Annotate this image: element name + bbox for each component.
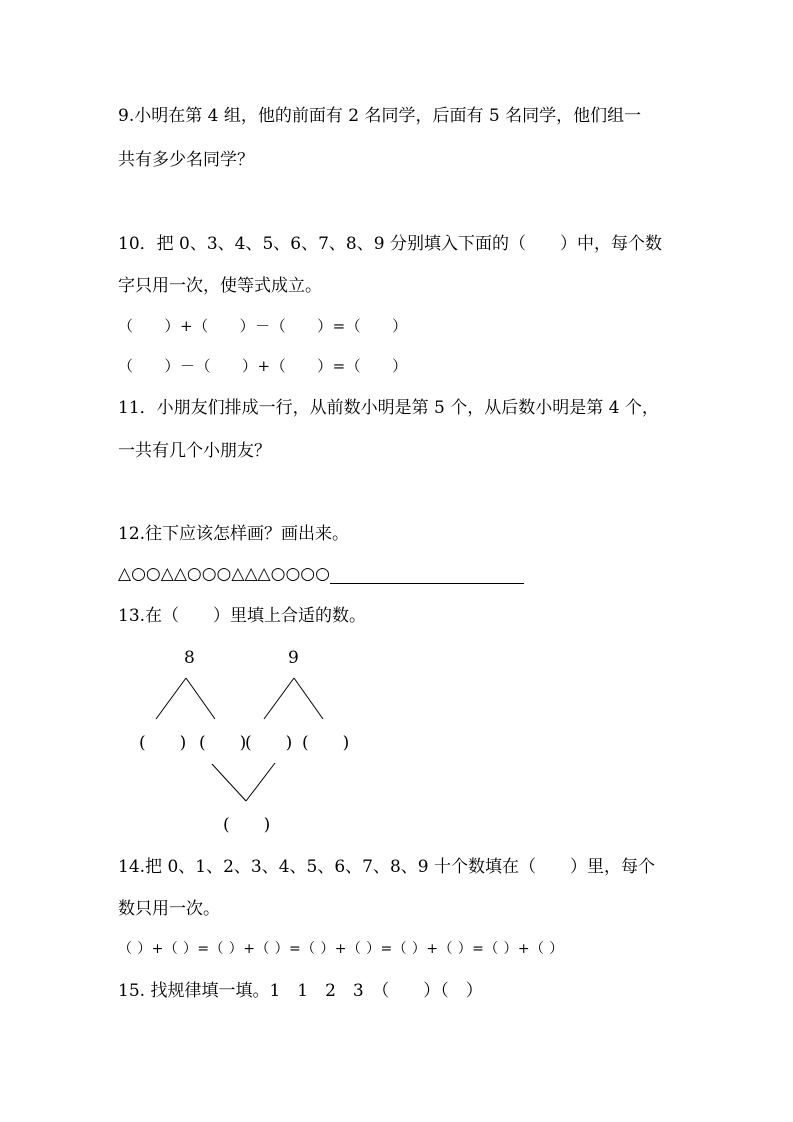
problem-11-line-2: 一共有几个小朋友？ (118, 441, 271, 461)
bond-line-8-right (186, 678, 215, 719)
problem-10-equation-1: （ ）+（ ）－（ ）=（ ） (118, 317, 408, 335)
problem-12-line-1: 12.往下应该怎样画？画出来。 (118, 524, 350, 544)
problem-9-line-2: 共有多少名同学？ (118, 150, 254, 170)
problem-10-line-2: 字只用一次，使等式成立。 (118, 276, 322, 296)
bond-line-bottom-left (212, 764, 246, 801)
problem-9-line-1: 9.小明在第 4 组，他的前面有 2 名同学，后面有 5 名同学，他们组一 (118, 106, 642, 126)
problem-14-equation: （ ）+（ ）=（ ）+（ ）=（ ）+（ ）=（ ）+（ ）=（ ）+（ ） (118, 941, 564, 957)
problem-10-equation-2: （ ）－（ ）+（ ）=（ ） (118, 357, 408, 375)
bond-blank-4[interactable]: ( ) (302, 733, 350, 753)
bond-blank-2[interactable]: ( ) (199, 733, 247, 753)
problem-14-line-1: 14.把 0、1、2、3、4、5、6、7、8、9 十个数填在（ ）里，每个 (118, 857, 656, 877)
problem-15-line-1: 15. 找规律填一填。1 1 2 3 （ ）（ ） (118, 981, 483, 1001)
bond-line-9-right (294, 678, 323, 719)
problem-13-line-1: 13.在（ ）里填上合适的数。 (118, 606, 367, 626)
shape-pattern: △○○△△○○○△△△○○○○ (118, 564, 330, 584)
bond-line-bottom-right (246, 763, 275, 801)
problem-14-line-2: 数只用一次。 (118, 899, 220, 919)
problem-11-line-1: 11．小朋友们排成一行，从前数小明是第 5 个，从后数小明是第 4 个， (118, 398, 659, 418)
bond-line-9-left (264, 678, 294, 719)
bond-bottom-blank[interactable]: ( ) (223, 815, 271, 835)
bond-line-8-left (156, 678, 186, 719)
bond-blank-3[interactable]: ( ) (245, 733, 293, 753)
bond-blank-1[interactable]: ( ) (139, 733, 187, 753)
bond-top-number-9: 9 (288, 648, 299, 668)
problem-10-line-1: 10．把 0、3、4、5、6、7、8、9 分别填入下面的（ ）中，每个数 (118, 234, 662, 254)
bond-top-number-8: 8 (184, 648, 195, 668)
